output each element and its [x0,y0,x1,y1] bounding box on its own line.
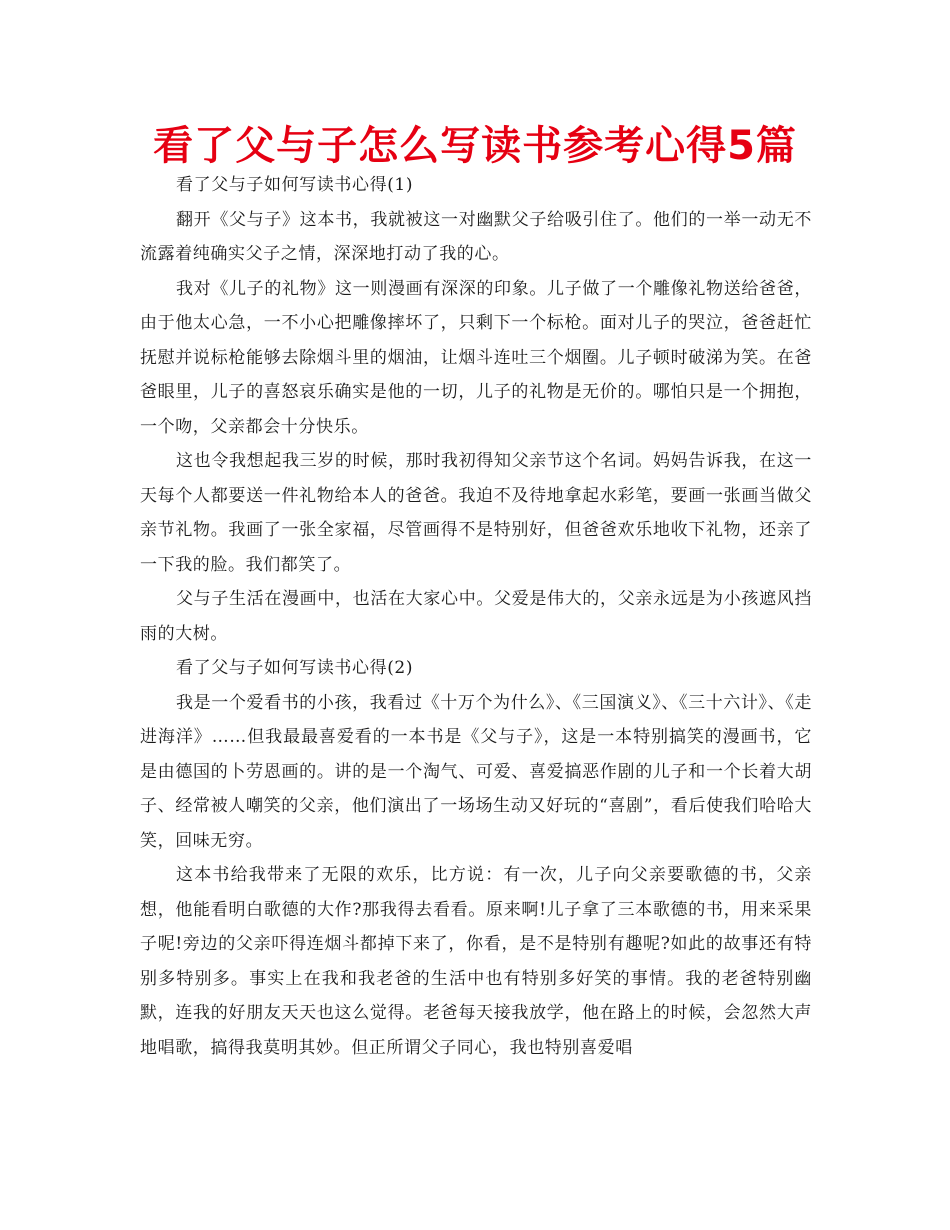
section-heading-2: 看了父与子如何写读书心得(2) [176,658,414,678]
paragraph: 我是一个爱看书的小孩，我看过《十万个为什么》、《三国演义》、《三十六计》、《走进海洋》……但我最最喜爱看的一本书是《父与子》，这是一本特别搞笑的漫画书，它是由德国的卜劳恩画的。讲的是一个淘气、可爱、喜爱搞恶作剧的儿子和一个长着大胡子、经常被人嘲笑的父亲，他们演出了一场场生动又好玩的“喜剧”，看后使我们哈哈大笑，回味无穷。 [140,692,812,851]
paragraph: 这本书给我带来了无限的欢乐，比方说：有一次，儿子向父亲要歌德的书，父亲想，他能看明白歌德的大作?那我得去看看。原来啊!儿子拿了三本歌德的书，用来采果子呢!旁边的父亲吓得连烟斗都掉下来了，你看，是不是特别有趣呢?如此的故事还有特别多特别多。事实上在我和我老爸的生活中也有特别多好笑的事情。我的老爸特别幽默，连我的好朋友天天也这么觉得。老爸每天接我放学，他在路上的时候，会忽然大声地唱歌，搞得我莫明其妙。但正所谓父子同心，我也特别喜爱唱 [140,865,812,1058]
section-heading-1: 看了父与子如何写读书心得(1) [176,175,414,195]
paragraph: 翻开《父与子》这本书，我就被这一对幽默父子给吸引住了。他们的一举一动无不流露着纯确实父子之情，深深地打动了我的心。 [140,209,812,264]
paragraph: 这也令我想起我三岁的时候，那时我初得知父亲节这个名词。妈妈告诉我，在这一天每个人都要送一件礼物给本人的爸爸。我迫不及待地拿起水彩笔，要画一张画当做父亲节礼物。我画了一张全家福，尽管画得不是特别好，但爸爸欢乐地收下礼物，还亲了一下我的脸。我们都笑了。 [140,451,812,575]
document-title: 看了父与子怎么写读书参考心得5篇 [153,123,797,169]
paragraph: 父与子生活在漫画中，也活在大家心中。父爱是伟大的，父亲永远是为小孩遮风挡雨的大树。 [140,589,812,644]
paragraph: 我对《儿子的礼物》这一则漫画有深深的印象。儿子做了一个雕像礼物送给爸爸，由于他太心急，一不小心把雕像摔坏了，只剩下一个标枪。面对儿子的哭泣，爸爸赶忙抚慰并说标枪能够去除烟斗里的烟油，让烟斗连吐三个烟圈。儿子顿时破涕为笑。在爸爸眼里，儿子的喜怒哀乐确实是他的一切，儿子的礼物是无价的。哪怕只是一个拥抱，一个吻，父亲都会十分快乐。 [140,278,812,437]
document-body [140,168,812,1065]
